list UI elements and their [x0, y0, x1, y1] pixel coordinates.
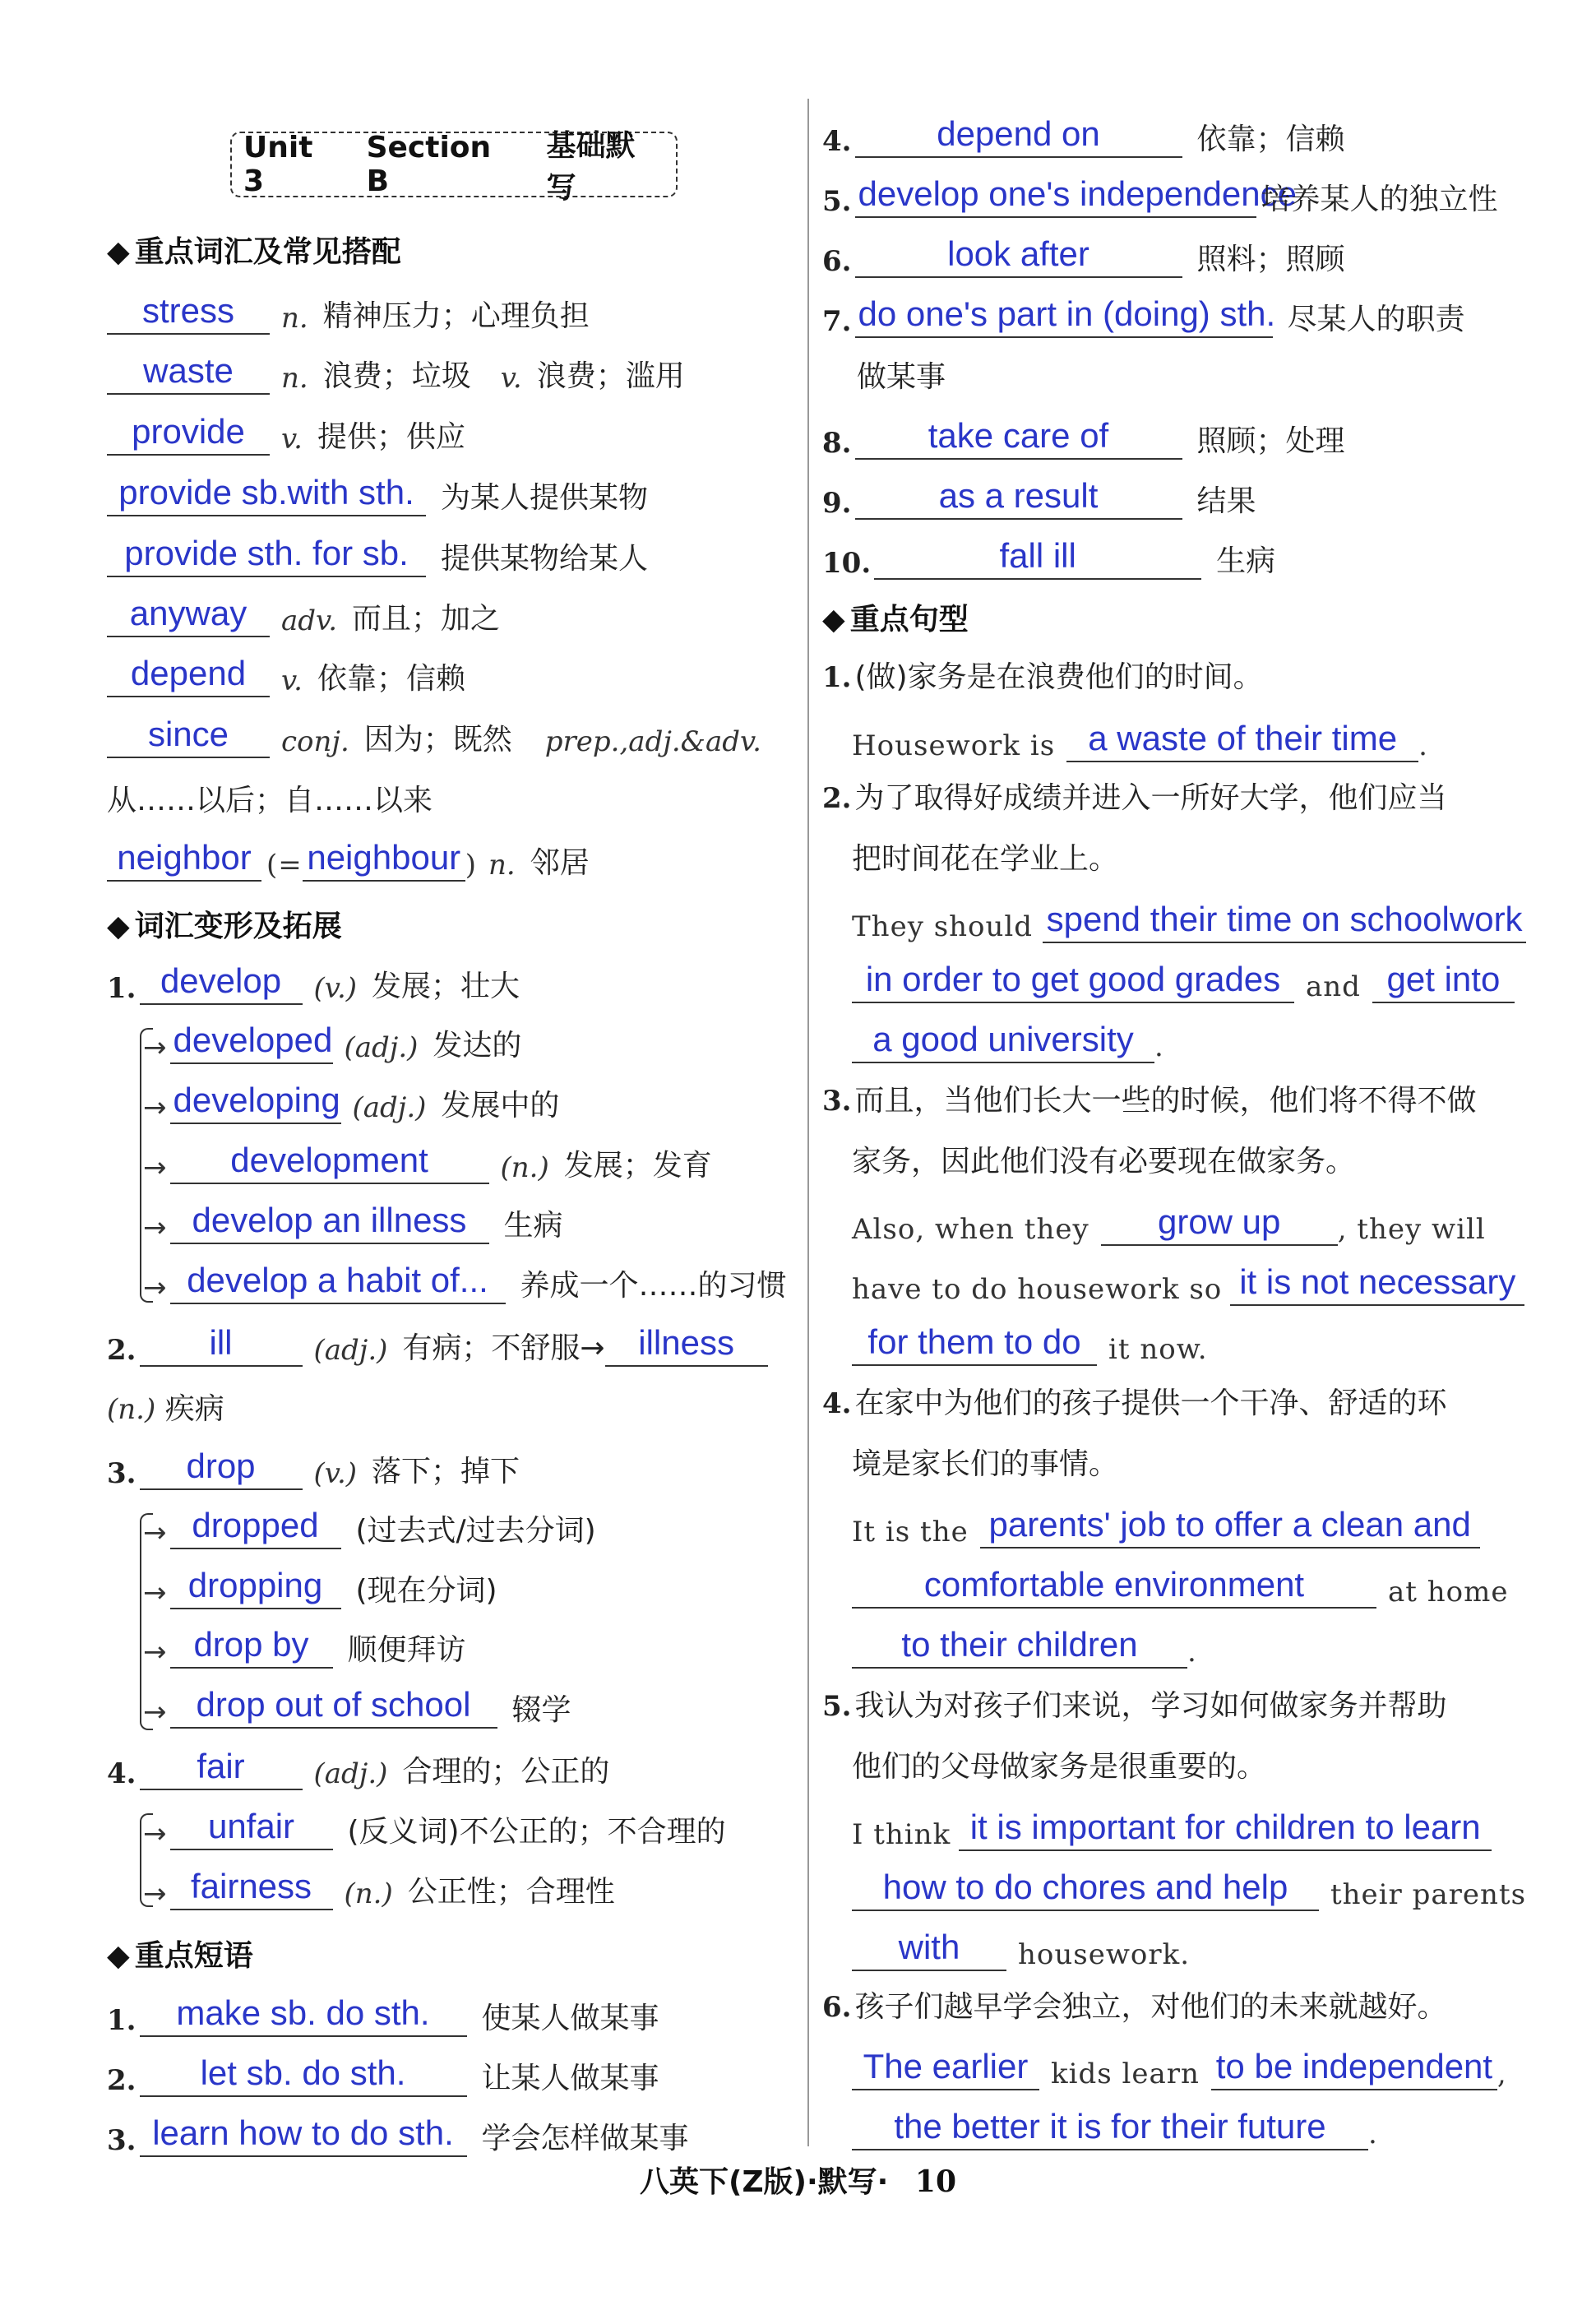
- answer-text: it is important for children to learn: [959, 1805, 1492, 1851]
- meaning-text: 为某人提供某物: [441, 481, 649, 515]
- forms-heading: ◆ 词汇变形及拓展: [107, 903, 342, 945]
- sentence-chinese: 孩子们越早学会独立，对他们的未来就越好。: [854, 1990, 1447, 2024]
- vocab-item: [107, 638, 465, 697]
- part-of-speech: n.: [281, 302, 308, 335]
- answer-text: do one's part in (doing) sth.: [855, 292, 1273, 338]
- meaning-text: 培养某人的独立性: [1261, 183, 1498, 216]
- sentence-text: , they will: [1337, 1213, 1486, 1246]
- meaning-text: 落下；掉下: [372, 1455, 520, 1488]
- meaning-text: (过去式/过去分词): [355, 1514, 596, 1548]
- answer-text: developing: [170, 1078, 341, 1124]
- sentence-text: I think: [852, 1818, 951, 1851]
- page-number: 10: [914, 2164, 957, 2199]
- form-sub-item: [143, 1065, 559, 1124]
- meaning-text: 发展；发育: [563, 1149, 712, 1183]
- answer-text: fairness: [170, 1864, 333, 1910]
- answer-text: get into: [1372, 957, 1515, 1003]
- part-of-speech: (adj.): [313, 1334, 388, 1367]
- arrow-icon: →: [143, 1091, 167, 1124]
- sentence-answer: [852, 1852, 1526, 1911]
- arrow-icon: →: [143, 1817, 167, 1850]
- meaning-text: 有病；不舒服→: [402, 1331, 605, 1365]
- answer-text: let sb. do sth.: [140, 2051, 467, 2097]
- answer-text: fair: [140, 1744, 303, 1790]
- meaning-text: 疾病: [164, 1392, 224, 1426]
- part-of-speech: (v.): [313, 972, 358, 1005]
- item-number: 1.: [822, 661, 852, 694]
- answer-text: with: [852, 1925, 1006, 1971]
- arrow-icon: →: [143, 1877, 167, 1910]
- sentence-answer: [852, 1549, 1508, 1609]
- meaning-text: 尽某人的职责: [1287, 303, 1465, 336]
- sentence-answer: [852, 1307, 1208, 1366]
- answer-text: as a result: [855, 474, 1182, 520]
- meaning-text: 照料；照顾: [1196, 243, 1345, 276]
- form-sub-item: [143, 1669, 571, 1729]
- part-of-speech: prep.,adj.&adv.: [544, 725, 761, 758]
- form-sub-item: [143, 1125, 712, 1184]
- answer-text: make sb. do sth.: [140, 1991, 467, 2037]
- arrow-icon: →: [143, 1516, 167, 1549]
- page-title: [230, 129, 678, 205]
- form-item: [107, 1431, 520, 1490]
- title-name: 基础默写: [546, 129, 636, 205]
- answer-text: dropping: [170, 1563, 341, 1609]
- sentence-text: Also, when they: [852, 1213, 1089, 1246]
- sentence-prompt: [822, 1077, 1477, 1119]
- sentence-chinese: 把时间花在学业上。: [852, 842, 1119, 876]
- answer-text: drop out of school: [170, 1683, 497, 1729]
- answer-text: take care of: [855, 414, 1182, 460]
- arrow-icon: →: [143, 1211, 167, 1244]
- item-number: 9.: [822, 487, 852, 520]
- sentence-answer: [852, 884, 1526, 943]
- meaning-text: 照顾；处理: [1196, 424, 1345, 458]
- answer-text: dropped: [170, 1503, 341, 1549]
- part-of-speech: n.: [488, 849, 516, 882]
- answer-text: drop: [140, 1444, 303, 1490]
- arrow-icon: →: [143, 1031, 167, 1064]
- item-number: 7.: [822, 305, 852, 338]
- sentence-text: it now.: [1108, 1333, 1208, 1366]
- column-divider: [807, 99, 809, 2146]
- meaning-text: 发展中的: [441, 1089, 560, 1123]
- sentence-text: .: [1154, 1030, 1164, 1063]
- answer-text: grow up: [1101, 1200, 1338, 1246]
- answer-text: developed: [170, 1018, 333, 1064]
- sentence-answer: [852, 1187, 1486, 1246]
- sentence-chinese: 在家中为他们的孩子提供一个干净、舒适的环: [854, 1386, 1447, 1420]
- equals-sign: (=: [266, 849, 303, 882]
- sentence-chinese: 他们的父母做家务是很重要的。: [852, 1750, 1267, 1784]
- phrase-item: [107, 1978, 659, 2037]
- answer-text: drop by: [170, 1623, 333, 1669]
- phrase-item: [822, 279, 1465, 338]
- item-number: 4.: [822, 125, 852, 158]
- sentence-answer: [852, 1792, 1492, 1851]
- item-number: 6.: [822, 245, 852, 278]
- phrase-item: [822, 159, 1498, 218]
- answer-text: a waste of their time: [1066, 716, 1418, 762]
- answer-text: fall ill: [874, 534, 1201, 580]
- part-of-speech: (n.): [500, 1151, 549, 1184]
- meaning-text: 而且；加之: [352, 602, 501, 636]
- part-of-speech: (n.): [344, 1877, 393, 1910]
- meaning-text: 做某事: [857, 360, 946, 394]
- sentence-text: They should: [852, 910, 1034, 943]
- answer-text: neighbour: [303, 836, 465, 882]
- answer-text: parents' job to offer a clean and: [980, 1502, 1480, 1548]
- meaning-text: 辍学: [511, 1693, 571, 1727]
- vocab-item: [107, 578, 500, 637]
- part-of-speech: v.: [500, 362, 522, 395]
- form-sub-item: [143, 1791, 726, 1850]
- sentence-chinese: 为了取得好成绩并进入一所好大学，他们应当: [854, 781, 1447, 815]
- answer-text: unfair: [170, 1804, 333, 1850]
- phrase-item: [107, 2038, 659, 2097]
- meaning-text: 提供；供应: [317, 420, 465, 454]
- answer-text: spend their time on schoolwork: [1043, 897, 1526, 943]
- part-of-speech: conj.: [281, 725, 349, 758]
- item-number: 3.: [107, 2124, 136, 2157]
- sentence-text: their parents: [1330, 1878, 1527, 1911]
- vocab-item: [107, 822, 590, 882]
- sentence-chinese: 境是家长们的事情。: [852, 1447, 1119, 1481]
- answer-text: develop an illness: [170, 1198, 489, 1244]
- sentence-text: Housework is: [852, 729, 1056, 762]
- answer-text: it is not necessary: [1230, 1260, 1524, 1306]
- answer-text: illness: [605, 1321, 768, 1367]
- vocab-item: [107, 457, 648, 516]
- sentence-chinese: 家务，因此他们没有必要现在做家务。: [852, 1145, 1356, 1178]
- form-sub-item: [143, 1245, 787, 1304]
- answer-text: provide sb.with sth.: [107, 470, 426, 516]
- answer-text: to be independent: [1211, 2044, 1497, 2090]
- meaning-text: (反义词)不公正的；不合理的: [347, 1815, 726, 1849]
- answer-text: depend: [107, 651, 270, 697]
- unit-label: Unit 3: [243, 131, 313, 198]
- sentence-prompt: [822, 1380, 1447, 1422]
- meaning-text: 发展；壮大: [372, 970, 520, 1003]
- form-item-cont: [107, 1386, 224, 1428]
- meaning-text: 浪费；垃圾: [322, 359, 471, 393]
- paren-close: ): [465, 849, 478, 882]
- answer-text: since: [107, 712, 270, 758]
- form-sub-item: [143, 1005, 521, 1064]
- part-of-speech: (adj.): [352, 1091, 427, 1124]
- sentence-chinese: 我认为对孩子们来说，学习如何做家务并帮助: [854, 1689, 1447, 1723]
- arrow-icon: →: [143, 1151, 167, 1184]
- item-number: 4.: [107, 1757, 136, 1790]
- sentence-answer: [852, 1609, 1197, 1669]
- form-sub-item: [143, 1851, 615, 1910]
- answer-text: waste: [107, 349, 270, 395]
- meaning-text: 合理的；公正的: [402, 1755, 610, 1789]
- part-of-speech: n.: [281, 362, 308, 395]
- vocab-item: [107, 396, 465, 456]
- sentence-text: .: [1187, 1636, 1197, 1669]
- sentence-answer: [852, 944, 1515, 1003]
- meaning-text: 邻居: [530, 846, 590, 880]
- form-sub-item: [143, 1609, 466, 1669]
- sentence-answer: [852, 1912, 1190, 1971]
- part-of-speech: v.: [281, 423, 303, 456]
- meaning-text: 养成一个……的习惯: [520, 1269, 787, 1303]
- item-number: 10.: [822, 547, 872, 580]
- meaning-text: 浪费；滥用: [536, 359, 685, 393]
- answer-text: look after: [855, 232, 1182, 278]
- section-label: Section B: [366, 131, 492, 198]
- phrase-item: [822, 99, 1345, 158]
- item-number: 3.: [822, 1085, 852, 1118]
- arrow-icon: →: [143, 1576, 167, 1609]
- part-of-speech: (adj.): [313, 1757, 388, 1790]
- sentence-answer: [852, 1489, 1480, 1548]
- sentence-text: at home: [1388, 1576, 1509, 1609]
- answer-text: for them to do: [852, 1320, 1097, 1366]
- sentence-answer: [852, 703, 1428, 762]
- vocab-item: [107, 275, 590, 335]
- sentences-heading: ◆ 重点句型: [822, 596, 969, 638]
- sentence-answer: [852, 1247, 1524, 1306]
- item-number: 3.: [107, 1457, 136, 1490]
- answer-text: The earlier: [852, 2044, 1039, 2090]
- item-number: 2.: [107, 1334, 136, 1367]
- answer-text: anyway: [107, 591, 270, 637]
- meaning-text: 生病: [1216, 544, 1276, 578]
- arrow-icon: →: [143, 1636, 167, 1669]
- vocab-item: [107, 699, 761, 758]
- item-number: 2.: [822, 782, 852, 815]
- meaning-text: 依靠；信赖: [1196, 123, 1345, 156]
- meaning-text: 精神压力；心理负担: [322, 299, 590, 333]
- meaning-text: 顺便拜访: [347, 1633, 466, 1667]
- item-number: 8.: [822, 427, 852, 460]
- answer-text: develop one's independence: [855, 172, 1256, 218]
- meaning-text: 提供某物给某人: [441, 542, 649, 576]
- meaning-text: 发达的: [433, 1029, 522, 1062]
- answer-text: ill: [140, 1321, 303, 1367]
- sentence-text: housework.: [1018, 1938, 1191, 1971]
- answer-text: in order to get good grades: [852, 957, 1294, 1003]
- sentence-prompt: [822, 775, 1447, 817]
- answer-text: how to do chores and help: [852, 1865, 1319, 1911]
- phrase-item: [822, 521, 1275, 580]
- item-number: 1.: [107, 972, 136, 1005]
- sentence-text: .: [1368, 2118, 1378, 2150]
- phrase-item: [822, 219, 1345, 278]
- footer-label: 八英下(Z版)·默写·: [639, 2165, 889, 2199]
- item-number: 5.: [822, 1690, 852, 1723]
- sentence-text: ,: [1497, 2058, 1507, 2090]
- meaning-text: 依靠；信赖: [317, 662, 465, 696]
- sentence-prompt: [822, 1984, 1447, 2025]
- part-of-speech: (v.): [313, 1457, 358, 1490]
- sentence-text: .: [1418, 729, 1428, 762]
- sentence-answer: [852, 2091, 1378, 2150]
- item-number: 6.: [822, 1991, 852, 2024]
- answer-text: the better it is for their future: [852, 2104, 1368, 2150]
- form-item: [107, 1731, 609, 1790]
- answer-text: a good university: [852, 1017, 1154, 1063]
- part-of-speech: (n.): [107, 1393, 156, 1426]
- part-of-speech: (adj.): [344, 1031, 419, 1064]
- vocab-item: [107, 336, 685, 395]
- answer-text: learn how to do sth.: [140, 2111, 467, 2157]
- answer-text: provide: [107, 410, 270, 456]
- sentence-text: It is the: [852, 1516, 969, 1548]
- answer-text: to their children: [852, 1623, 1187, 1669]
- answer-text: stress: [107, 289, 270, 335]
- answer-text: provide sth. for sb.: [107, 531, 426, 577]
- meaning-text: 让某人做某事: [481, 2062, 659, 2095]
- meaning-text: 公正性；合理性: [407, 1875, 615, 1909]
- meaning-text: 从……以后；自……以来: [107, 784, 433, 817]
- form-item: [107, 946, 520, 1005]
- arrow-icon: →: [143, 1696, 167, 1729]
- meaning-text: 结果: [1196, 484, 1256, 518]
- item-number: 2.: [107, 2064, 136, 2097]
- sentence-chinese: 而且，当他们长大一些的时候，他们将不得不做: [854, 1084, 1477, 1118]
- phrase-item: [107, 2098, 689, 2157]
- part-of-speech: adv.: [281, 604, 338, 637]
- phrases-heading: ◆ 重点短语: [107, 1933, 253, 1974]
- answer-text: develop: [140, 959, 303, 1005]
- item-number: 5.: [822, 185, 852, 218]
- answer-text: depend on: [855, 112, 1182, 158]
- meaning-text: 学会怎样做某事: [481, 2122, 689, 2155]
- sentence-answer: [852, 1004, 1164, 1063]
- form-sub-item: [143, 1185, 563, 1244]
- answer-text: neighbor: [107, 836, 261, 882]
- sentence-answer: [852, 2031, 1507, 2090]
- sentence-prompt: [822, 654, 1263, 696]
- answer-text: develop a habit of...: [170, 1258, 506, 1304]
- page-footer: [0, 2159, 1596, 2201]
- sentence-prompt: [822, 1683, 1447, 1724]
- item-number: 1.: [107, 2004, 136, 2037]
- item-number: 4.: [822, 1387, 852, 1420]
- sentence-chinese: (做)家务是在浪费他们的时间。: [854, 660, 1263, 694]
- vocab-heading: ◆ 重点词汇及常见搭配: [107, 229, 401, 271]
- form-sub-item: [143, 1490, 596, 1549]
- meaning-text: 生病: [503, 1209, 563, 1243]
- form-sub-item: [143, 1550, 497, 1609]
- meaning-text: 使某人做某事: [481, 2002, 659, 2035]
- phrase-item: [822, 400, 1345, 460]
- answer-text: comfortable environment: [852, 1562, 1376, 1609]
- meaning-text: 因为；既然: [363, 723, 512, 757]
- part-of-speech: v.: [281, 664, 303, 697]
- sentence-text: have to do housework so: [852, 1273, 1223, 1306]
- answer-text: development: [170, 1138, 489, 1184]
- vocab-item: [107, 518, 648, 577]
- sentence-text: and: [1306, 970, 1361, 1003]
- form-item: [107, 1308, 768, 1367]
- arrow-icon: →: [143, 1271, 167, 1304]
- meaning-text: (现在分词): [355, 1574, 497, 1608]
- sentence-text: kids learn: [1051, 2058, 1200, 2090]
- phrase-item: [822, 461, 1256, 520]
